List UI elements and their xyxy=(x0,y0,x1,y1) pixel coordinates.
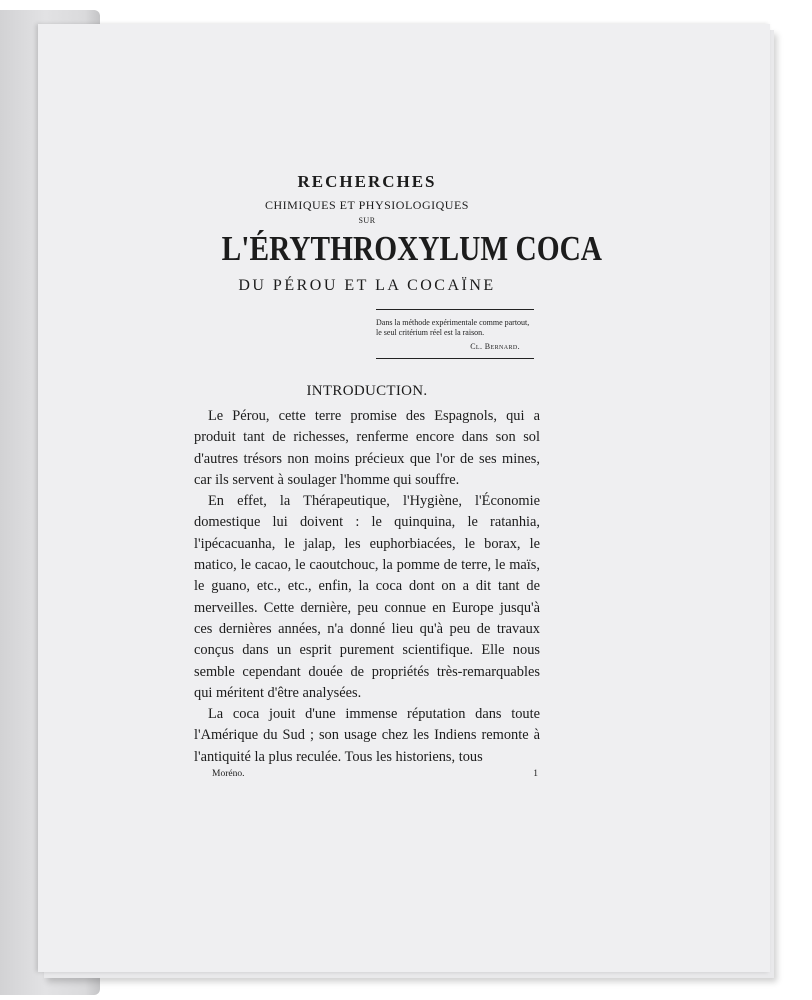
paragraph-1: Le Pérou, cette terre promise des Espagnols, qui a produit tant de richesses, renferme encore dans son sol d'autres trésors non moins précieux que l'or de ses mines, car ils servent à soulager l'homme qui souffre. xyxy=(194,408,540,488)
footer-sheet-mark: 1 xyxy=(533,769,538,780)
footer-signature: Moréno. xyxy=(212,769,245,780)
introduction-body xyxy=(194,406,540,768)
title-perou: DU PÉROU ET LA COCAÏNE xyxy=(238,277,496,294)
introduction-heading: INTRODUCTION. xyxy=(306,383,428,399)
page-content xyxy=(194,172,603,783)
title-erythroxylum: L'ÉRYTHROXYLUM COCA xyxy=(221,229,603,268)
epigraph xyxy=(376,309,534,359)
title-sur: SUR xyxy=(358,216,376,225)
paragraph-2: En effet, la Thérapeutique, l'Hygiène, l'Économie domestique lui doivent : le quinquina, le ratanhia, l'ipécacuanha, le jalap, les euphorbiacées, le borax, le matico, le cacao, le caoutchouc, la pomme de terre, le maïs, le guano, etc., etc., enfin, la coca dont on a dit tant de merveilles. Cette dernière, peu connue en Europe jusqu'à ces dernières années, n'a donné lieu qu'à peu de travaux conçus dans un esprit purement scientifique. Elle nous semble cependant douée de propriétés très-remarquables qui méritent d'être analysées. xyxy=(194,493,540,701)
title-recherches: RECHERCHES xyxy=(297,172,437,191)
page-footer xyxy=(194,769,540,783)
book-page xyxy=(38,24,770,972)
paragraph-3: La coca jouit d'une immense réputation dans toute l'Amérique du Sud ; son usage chez les Indiens remonte à l'antiquité la plus reculée. Tous les historiens, tous xyxy=(194,706,540,765)
epigraph-author: Cl. Bernard. xyxy=(470,342,520,351)
title-chimiques: CHIMIQUES ET PHYSIOLOGIQUES xyxy=(265,198,469,212)
epigraph-text: Dans la méthode expérimentale comme partout, le seul critérium réel est la raison. xyxy=(376,318,530,337)
